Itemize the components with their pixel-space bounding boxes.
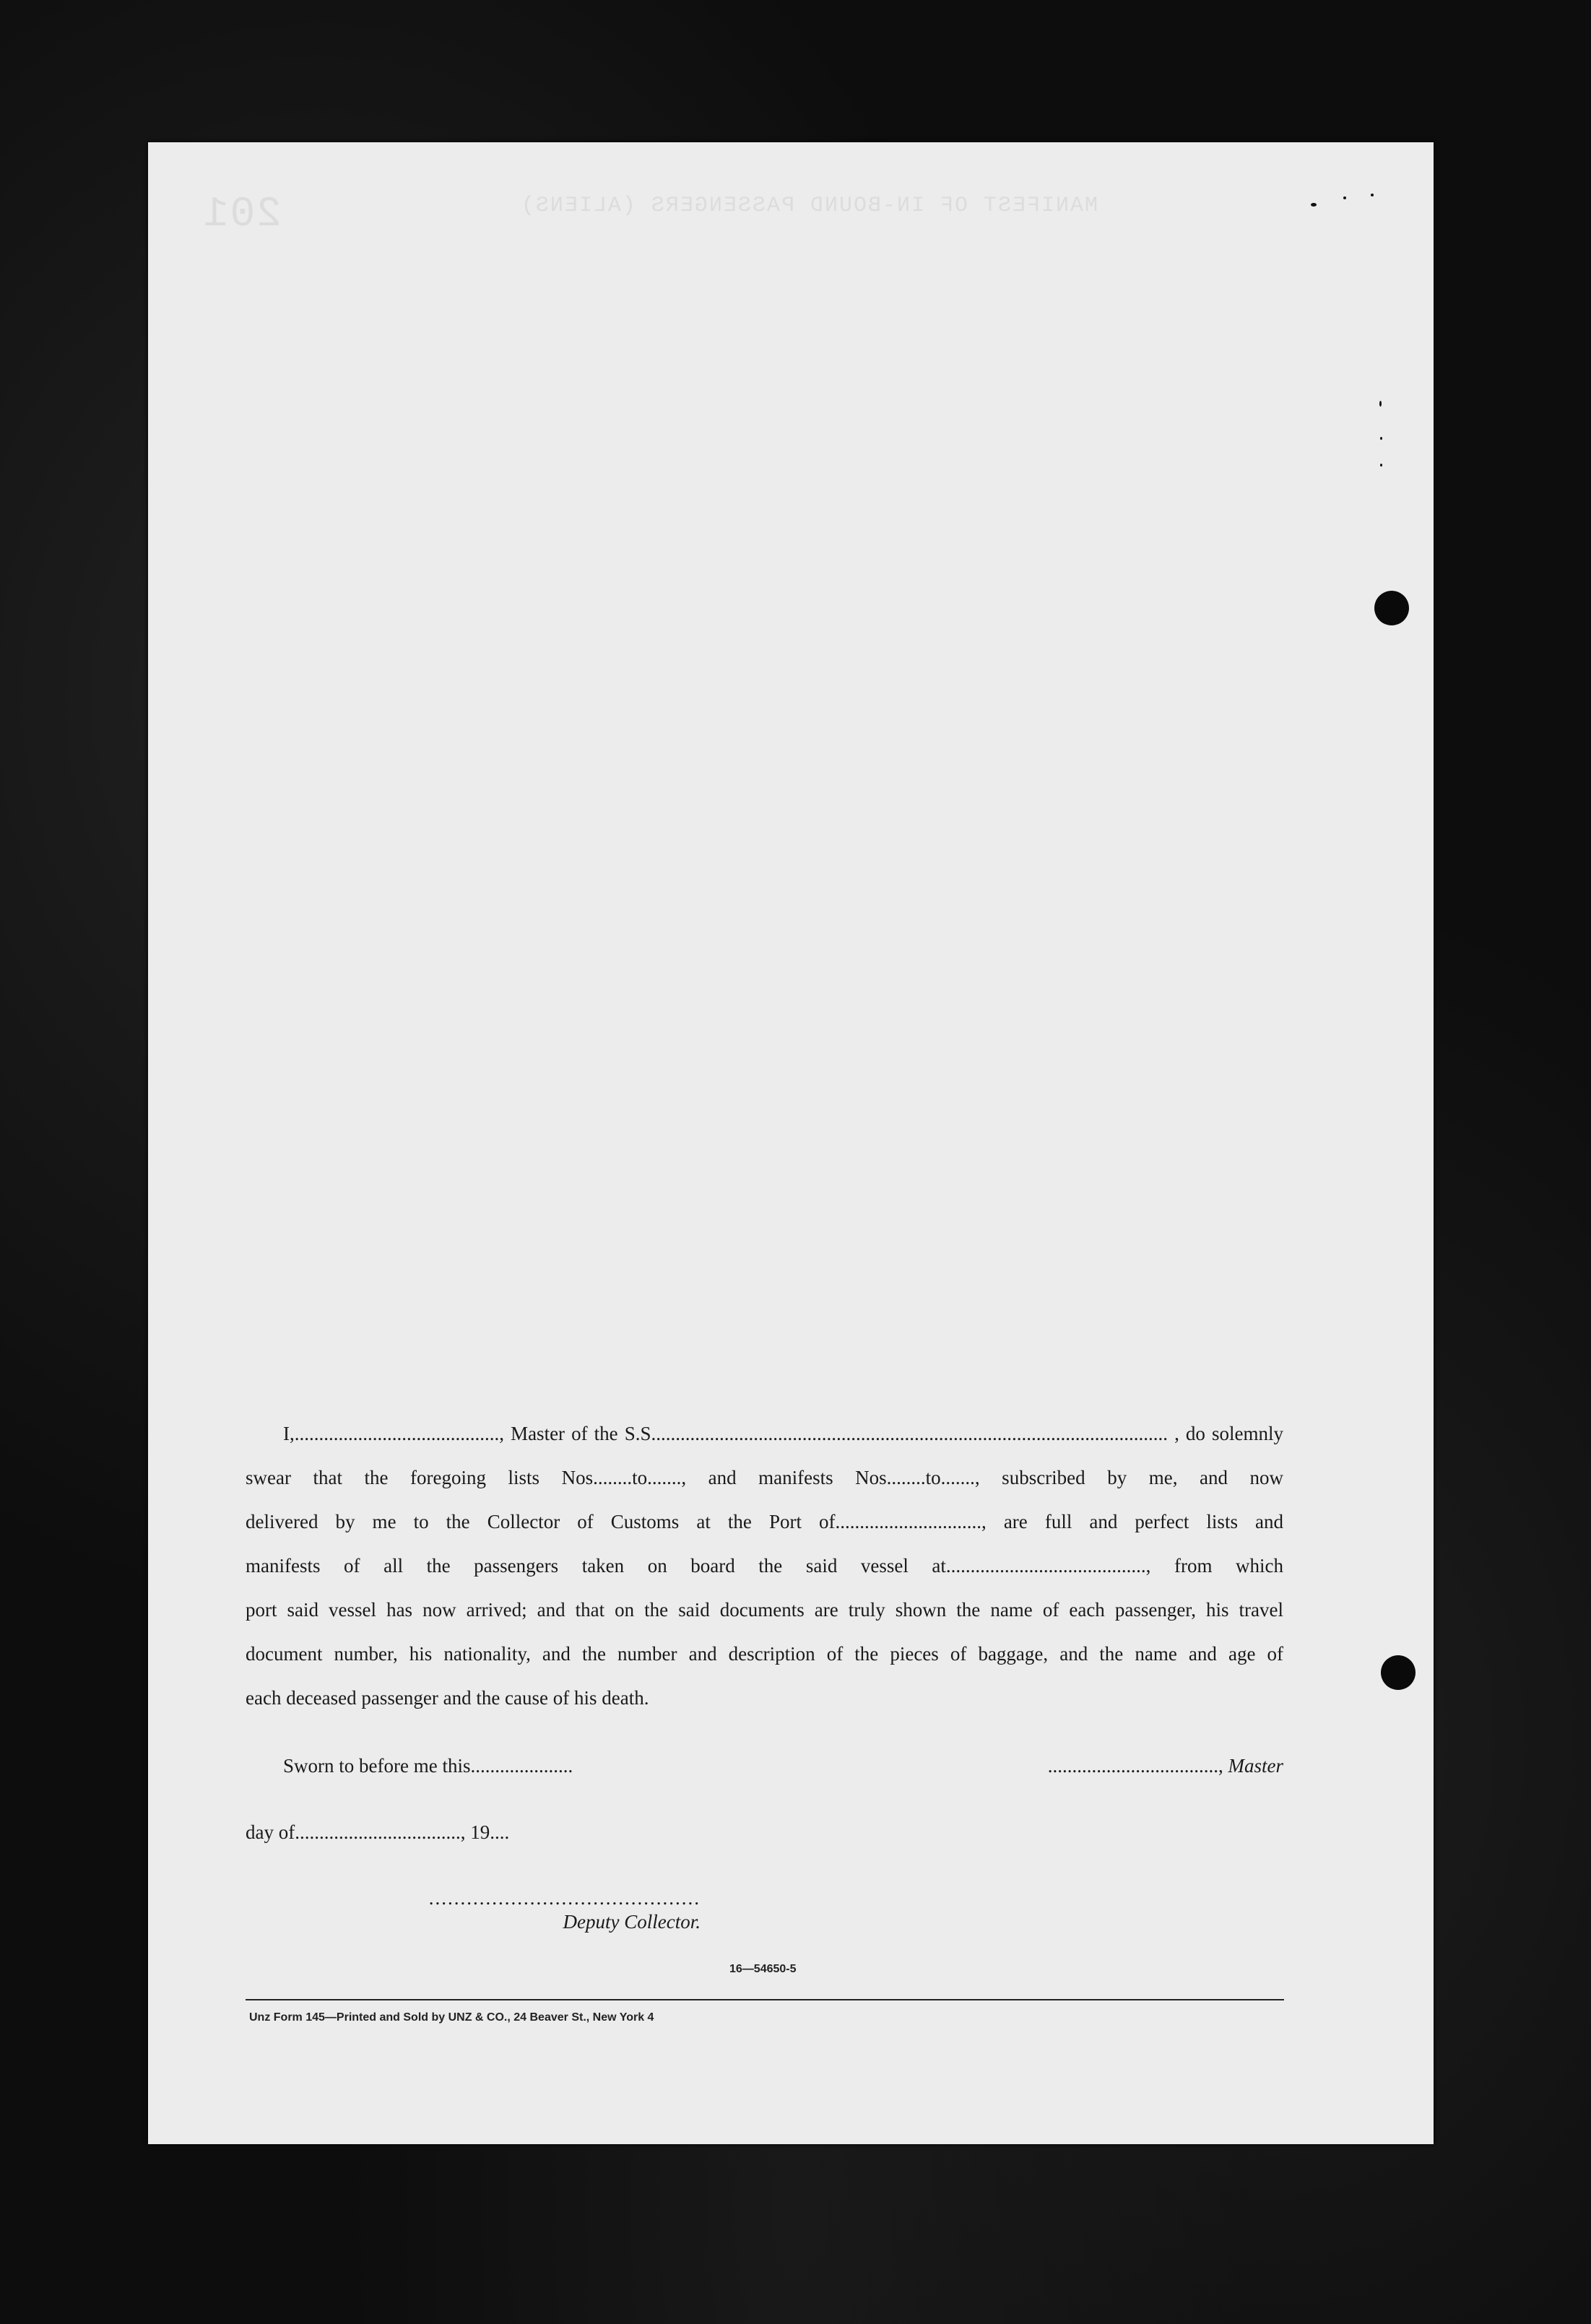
document-page (148, 142, 1434, 2144)
speck (1311, 203, 1317, 207)
oath-line: port said vessel has now arrived; and that on the said documents are truly shown the name of each passenger, his travel (246, 1599, 1283, 1621)
oath-line: manifests of all the passengers taken on board the said vessel at........................................., from which (246, 1555, 1283, 1577)
oath-line: I,.........................................., Master of the S.S.......................................................................................................... , do solemnly (283, 1423, 1283, 1444)
master-signature-line (1048, 1755, 1283, 1777)
divider (246, 1999, 1284, 2000)
oath-line: each deceased passenger and the cause of his death. (246, 1687, 649, 1709)
master-dots: ..................................., (1047, 1755, 1228, 1777)
bleed-through-page-number: 201 (201, 191, 282, 238)
oath-line: swear that the foregoing lists Nos........to......., and manifests Nos........to......., subscribed by me, and now (246, 1467, 1283, 1488)
deputy-collector-signature (303, 1887, 701, 1933)
punch-hole-upper (1374, 591, 1409, 625)
speck (1371, 194, 1374, 196)
speck (1379, 401, 1382, 407)
printer-imprint: Unz Form 145—Printed and Sold by UNZ & CO., 24 Beaver St., New York 4 (249, 2011, 654, 2024)
bleed-through-header: MANIFEST OF IN-BOUND PASSENGERS (ALIENS) (519, 194, 1098, 218)
oath-line: delivered by me to the Collector of Customs at the Port of.............................., are full and perfect lists and (246, 1511, 1283, 1532)
sworn-label: Sworn to before me this..................... (283, 1755, 573, 1777)
master-oath-paragraph (246, 1412, 1283, 1720)
speck (1343, 196, 1346, 199)
deputy-title: Deputy Collector. (563, 1911, 701, 1933)
master-label: Master (1228, 1755, 1283, 1777)
oath-line: document number, his nationality, and the number and description of the pieces of baggage, and the name and age of (246, 1643, 1283, 1665)
punch-hole-lower (1381, 1655, 1416, 1690)
day-line: day of.................................., 19.... (246, 1821, 510, 1843)
sworn-row (283, 1755, 1283, 1777)
form-code: 16—54650-5 (729, 1963, 797, 1975)
deputy-dots: ........................................... (428, 1887, 701, 1909)
speck (1380, 464, 1382, 467)
speck (1380, 437, 1382, 440)
